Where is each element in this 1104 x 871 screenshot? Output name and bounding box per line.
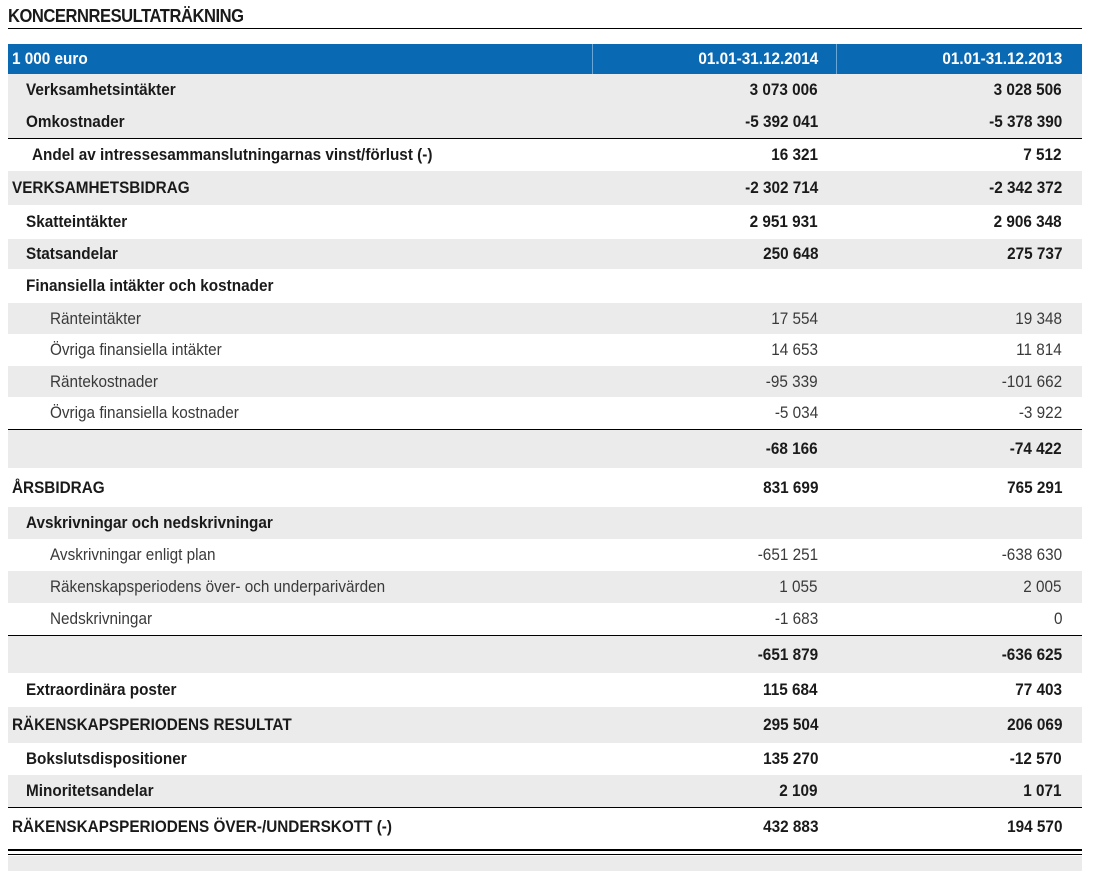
value-2014: 250 648: [762, 244, 818, 263]
value-2013: 2 906 348: [993, 212, 1062, 231]
value-2013: 7 512: [1023, 145, 1062, 164]
unit-header: 1 000 euro: [12, 49, 88, 68]
row-verksamhetsintakter: [8, 74, 1082, 106]
value-2014: 17 554: [771, 309, 818, 328]
value-2014: -95 339: [766, 372, 818, 391]
row-label: Räkenskapsperiodens över- och underparivärden: [50, 577, 386, 596]
double-rule: [8, 849, 1082, 855]
row-label: Finansiella intäkter och kostnader: [26, 276, 274, 295]
value-2013: -5 378 390: [988, 112, 1062, 131]
value-2013: -3 922: [1018, 403, 1062, 422]
row-omkostnader: [8, 106, 1082, 138]
value-2013: 1 071: [1023, 781, 1062, 800]
value-2013: 206 069: [1006, 715, 1062, 734]
row-label: Statsandelar: [26, 244, 118, 263]
value-2014: -2 302 714: [744, 178, 818, 197]
row-label: Andel av intressesammanslutningarnas vinst/förlust (-): [32, 145, 433, 164]
row-ovriga-fin-intakter: [8, 334, 1082, 366]
table-footer-band: [8, 856, 1082, 871]
value-2013: -12 570: [1010, 749, 1062, 768]
value-2013: -101 662: [1001, 372, 1062, 391]
row-label: RÄKENSKAPSPERIODENS ÖVER-/UNDERSKOTT (-): [12, 817, 392, 836]
row-rantekostnader: [8, 366, 1082, 397]
row-label: Nedskrivningar: [50, 609, 153, 628]
period-2014-header: 01.01-31.12.2014: [592, 44, 834, 74]
row-skatteintakter: [8, 205, 1082, 239]
row-nedskrivningar: [8, 603, 1082, 635]
title-divider: [8, 28, 1082, 29]
value-2014: 14 653: [771, 340, 818, 359]
row-label: Ränteintäkter: [50, 309, 142, 328]
value-2013: 77 403: [1015, 680, 1062, 699]
value-2014: 2 109: [779, 781, 818, 800]
value-2013: -74 422: [1010, 439, 1062, 458]
row-resultat: [8, 707, 1082, 743]
value-2014: -651 879: [757, 645, 818, 664]
row-andel-intressesammanslutningar: [8, 138, 1082, 171]
row-label: Övriga finansiella kostnader: [50, 403, 239, 422]
value-2014: 432 883: [762, 817, 818, 836]
value-2013: 2 005: [1023, 577, 1062, 596]
row-label: Skatteintäkter: [26, 212, 128, 231]
value-2014: 16 321: [771, 145, 818, 164]
page-title: KONCERNRESULTATRÄKNING: [8, 6, 244, 26]
row-label: Avskrivningar och nedskrivningar: [26, 513, 273, 532]
row-label: RÄKENSKAPSPERIODENS RESULTAT: [12, 715, 292, 734]
value-2014: 831 699: [762, 478, 818, 497]
value-2014: 115 684: [763, 680, 818, 699]
value-2013: -636 625: [1001, 645, 1062, 664]
row-label: Verksamhetsintäkter: [26, 80, 176, 99]
value-2013: -2 342 372: [988, 178, 1062, 197]
value-2013: 11 814: [1016, 340, 1062, 359]
value-2014: -651 251: [757, 545, 818, 564]
value-2013: 194 570: [1006, 817, 1062, 836]
row-label: Extraordinära poster: [26, 680, 177, 699]
table-header: [8, 44, 1082, 74]
value-2014: -1 683: [774, 609, 818, 628]
value-2013: 3 028 506: [993, 80, 1062, 99]
value-2013: 765 291: [1006, 478, 1062, 497]
value-2014: 3 073 006: [749, 80, 818, 99]
value-2014: 295 504: [762, 715, 818, 734]
row-avskrivningar-heading: [8, 507, 1082, 539]
row-statsandelar: [8, 239, 1082, 269]
row-avskrivningar-subtotal: [8, 635, 1082, 673]
value-2013: 275 737: [1006, 244, 1062, 263]
row-bokslutsdispositioner: [8, 743, 1082, 775]
value-2013: 0: [1053, 609, 1062, 628]
row-label: Övriga finansiella intäkter: [50, 340, 222, 359]
value-2014: 2 951 931: [749, 212, 818, 231]
row-ovriga-fin-kostnader: [8, 397, 1082, 429]
row-label: VERKSAMHETSBIDRAG: [12, 178, 190, 197]
period-2013-header: 01.01-31.12.2013: [836, 44, 1082, 74]
row-label: Avskrivningar enligt plan: [50, 545, 216, 564]
value-2014: 135 270: [762, 749, 818, 768]
row-arsbidrag: [8, 468, 1082, 507]
row-ranteintakter: [8, 303, 1082, 334]
row-overparivarden: [8, 571, 1082, 603]
row-label: Omkostnader: [26, 112, 125, 131]
row-minoritetsandelar: [8, 775, 1082, 807]
row-avskrivningar-plan: [8, 539, 1082, 571]
row-finansiella-subtotal: [8, 429, 1082, 468]
row-verksamhetsbidrag: [8, 171, 1082, 205]
value-2014: -5 392 041: [744, 112, 818, 131]
row-extraordinara-poster: [8, 673, 1082, 707]
value-2014: -68 166: [766, 439, 818, 458]
value-2013: 19 348: [1015, 309, 1062, 328]
row-label: ÅRSBIDRAG: [12, 478, 105, 497]
value-2014: 1 055: [779, 577, 818, 596]
row-label: Räntekostnader: [50, 372, 159, 391]
row-over-underskott: [8, 807, 1082, 846]
row-label: Bokslutsdispositioner: [26, 749, 187, 768]
value-2013: -638 630: [1001, 545, 1062, 564]
income-statement-table: [8, 44, 1082, 846]
value-2014: -5 034: [774, 403, 818, 422]
row-finansiella-heading: [8, 269, 1082, 303]
row-label: Minoritetsandelar: [26, 781, 154, 800]
